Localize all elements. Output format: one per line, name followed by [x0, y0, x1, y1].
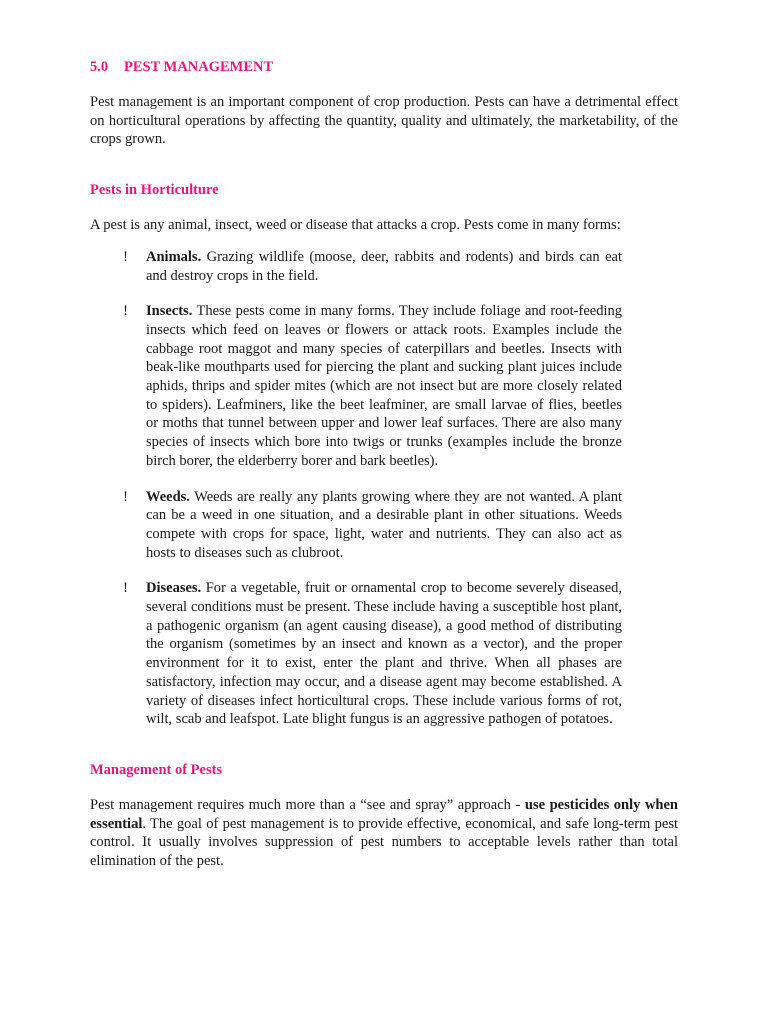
list-item-term: Weeds.: [146, 488, 190, 505]
management-text-after: . The goal of pest management is to provide effective, economical, and safe long-term pest control. It usually involves suppression of pest numbers to acceptable levels rather than total elimination of the pest.: [90, 815, 678, 870]
list-item-term: Animals.: [146, 248, 202, 265]
list-item-weeds: [90, 488, 678, 563]
management-emphasis: use pesticides only when essential: [90, 796, 678, 832]
document-page: [90, 56, 678, 871]
list-item-body: Weeds are really any plants growing where they are not wanted. A plant can be a weed in one situation, and a desirable plant in other situations. Weeds compete with crops for space, light, water and nutrients. They can also act as hosts to diseases such as clubroot.: [146, 488, 622, 561]
management-paragraph: [90, 796, 678, 871]
list-item-term: Insects.: [146, 303, 193, 320]
management-text-before: Pest management requires much more than a “see and spray” approach -: [90, 796, 525, 813]
bullet-icon: !: [123, 248, 128, 265]
list-item-term: Diseases.: [146, 580, 202, 597]
list-item-text: [146, 248, 622, 285]
list-item-insects: [90, 302, 678, 470]
section-number: 5.0: [90, 59, 109, 75]
list-item-text: [146, 579, 622, 729]
section-heading: [90, 56, 678, 78]
bullet-icon: !: [123, 488, 128, 505]
section-title: PEST MANAGEMENT: [124, 59, 274, 75]
list-item-text: [146, 488, 622, 563]
pests-in-horticulture-heading: Pests in Horticulture: [90, 182, 219, 199]
bullet-icon: !: [123, 580, 128, 597]
pests-lead-paragraph: A pest is any animal, insect, weed or disease that attacks a crop. Pests come in many forms:: [90, 217, 621, 234]
pest-types-list: [90, 248, 678, 729]
list-item-body: For a vegetable, fruit or ornamental crop to become severely diseased, several conditions must be present. These include having a susceptible host plant, a pathogenic organism (an agent causing disease), a good method of distributing the organism (sometimes by an insect and known as a vector), and the proper environment for it to exist, enter the plant and thrive. When all phases are satisfactory, infection may occur, and a disease agent may become established. A variety of diseases infect horticultural crops. These include various forms of rot, wilt, scab and leafspot. Late blight fungus is an aggressive pathogen of potatoes.: [146, 580, 622, 728]
intro-paragraph: Pest management is an important component of crop production. Pests can have a detrimental effect on horticultural operations by affecting the quantity, quality and ultimately, the marketability, of the crops grown.: [90, 94, 678, 148]
list-item-text: [146, 302, 622, 470]
list-item-animals: [90, 248, 678, 285]
list-item-body: These pests come in many forms. They include foliage and root-feeding insects which feed on leaves or flowers or attack roots. Examples include the cabbage root maggot and many species of caterpillars and beetles. Insects with beak-like mouthparts used for piercing the plant and sucking plant juices include aphids, thrips and spider mites (which are not insect but are more closely related to spiders). Leafminers, like the beet leafminer, are small larvae of flies, beetles or moths that tunnel between upper and lower leaf surfaces. There are also many species of insects which bore into twigs or trunks (examples include the bronze birch borer, the elderberry borer and bark beetles).: [146, 303, 622, 469]
bullet-icon: !: [123, 303, 128, 320]
list-item-diseases: [90, 579, 678, 729]
list-item-body: Grazing wildlife (moose, deer, rabbits and rodents) and birds can eat and destroy crops in the field.: [146, 248, 622, 284]
management-of-pests-heading: Management of Pests: [90, 761, 223, 778]
